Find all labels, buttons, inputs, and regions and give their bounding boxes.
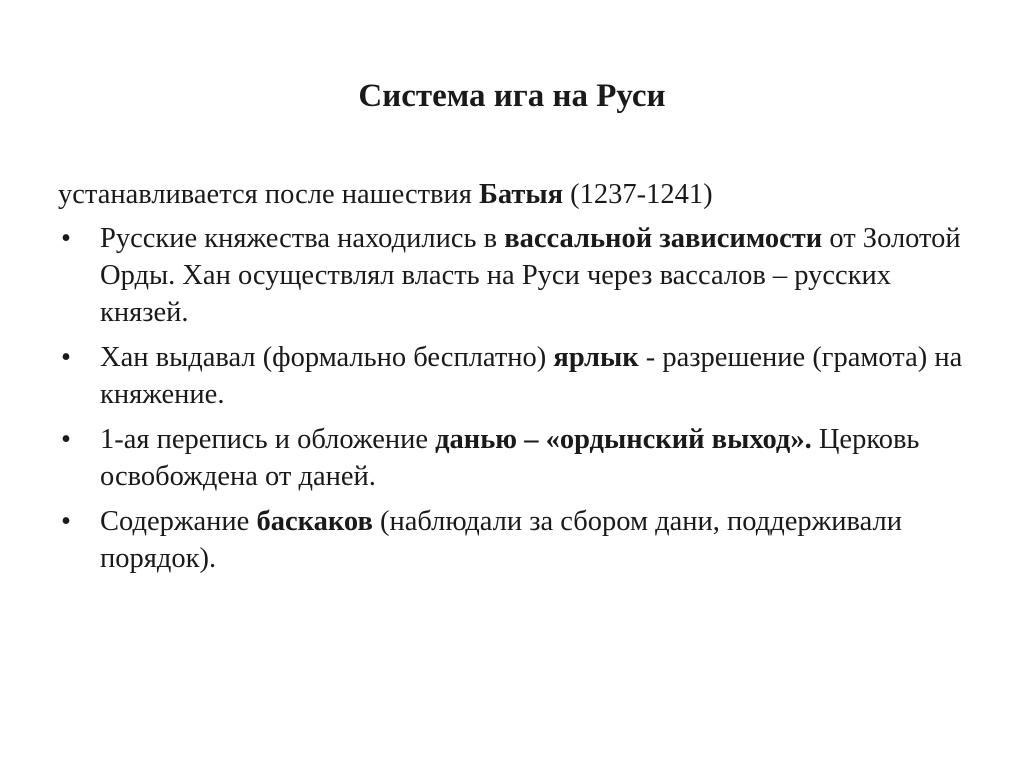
intro-text: устанавливается после нашествия (58, 179, 479, 210)
intro-line (58, 176, 978, 213)
bullet-text: - разрешение (грамота) на княжение. (100, 342, 963, 410)
bullet-bold-text: вассальной зависимости (504, 223, 823, 254)
bullet-bold-text: данью – «ордынский выход». (435, 424, 812, 455)
slide-body (58, 176, 978, 585)
bullet-bold-text: баскаков (256, 506, 373, 537)
bullet-bold-text: ярлык (553, 342, 639, 373)
intro-dates: (1237-1241) (563, 179, 713, 210)
bullet-icon: • (61, 424, 71, 455)
bullet-text: 1-ая перепись и обложение (100, 424, 436, 455)
bullet-text: (наблюдали за сбором дани, поддерживали порядок). (100, 506, 903, 574)
bullet-icon: • (61, 506, 71, 537)
bullet-text: от Золотой Орды. Хан осуществлял власть на Руси через вассалов – русских князей. (100, 223, 961, 328)
slide-title: Система ига на Руси (358, 78, 666, 114)
bullet-text: Русские княжества находились в (100, 223, 505, 254)
bullet-icon: • (61, 223, 71, 254)
bullet-item (58, 220, 978, 331)
bullet-text: Содержание (100, 506, 257, 537)
bullet-list (58, 220, 978, 577)
bullet-text: Церковь освобождена от даней. (100, 424, 920, 492)
intro-bold-text: Батыя (479, 179, 564, 210)
bullet-item (58, 339, 978, 413)
bullet-icon: • (61, 342, 71, 373)
bullet-text: Хан выдавал (формально бесплатно) (100, 342, 554, 373)
bullet-item (58, 503, 978, 577)
bullet-item (58, 421, 978, 495)
